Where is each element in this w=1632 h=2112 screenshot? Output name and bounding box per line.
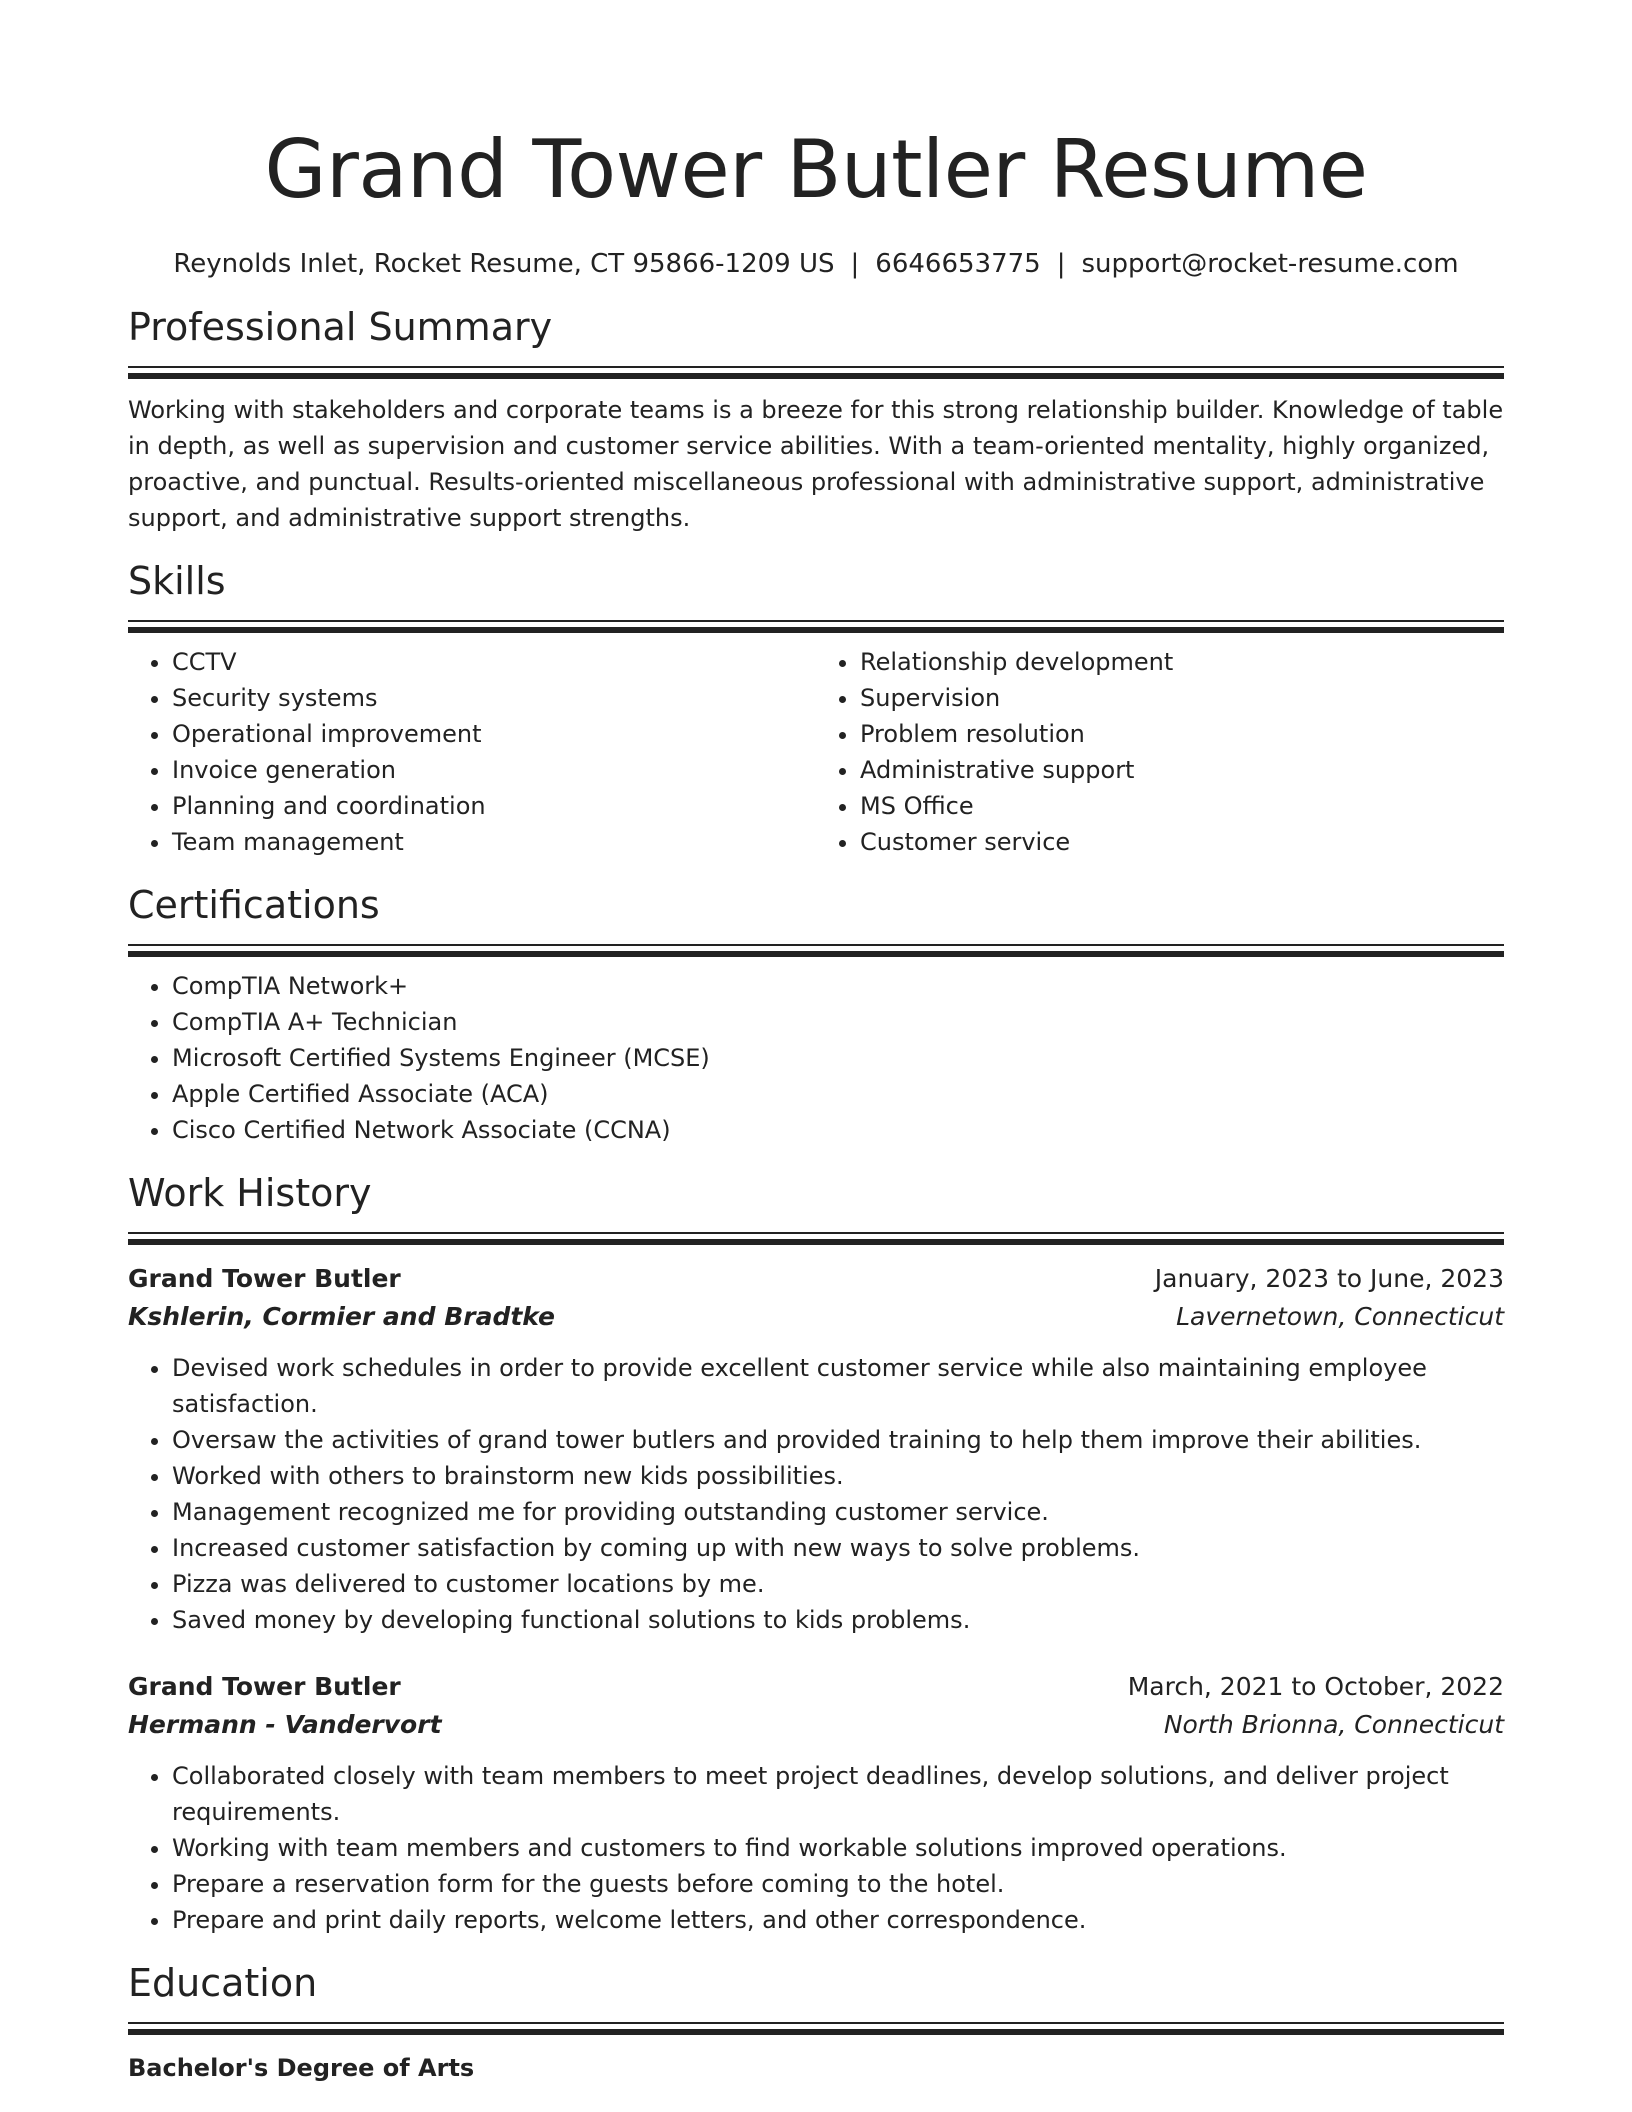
summary-section (128, 302, 1504, 536)
skill-item: • CCTV (172, 644, 816, 680)
contact-address: Reynolds Inlet, Rocket Resume, CT 95866-1209 US (173, 249, 835, 279)
job-duty: • Prepare and print daily reports, welcome letters, and other correspondence. (172, 1902, 1504, 1938)
job-header-row (128, 1668, 1504, 1706)
certification-item: • Microsoft Certified Systems Engineer (MCSE) (172, 1040, 1504, 1076)
certification-item: • CompTIA Network+ (172, 968, 1504, 1004)
summary-text: Working with stakeholders and corporate teams is a breeze for this strong relationship builder. Knowledge of table in depth, as well as supervision and customer service abilities. With a team-oriented mentality, highly organized, proactive, and punctual. Results-oriented miscellaneous professional with administrative support, administrative support, and administrative support strengths. (128, 396, 1504, 532)
certifications-section (128, 880, 1504, 1148)
certifications-list (128, 968, 1504, 1148)
education-heading: Education (128, 1961, 318, 2005)
skills-list-right (816, 644, 1504, 860)
job-duty: • Pizza was delivered to customer locations by me. (172, 1566, 1504, 1602)
skill-item: • Invoice generation (172, 752, 816, 788)
job-entry (128, 1260, 1504, 1638)
section-divider (128, 620, 1504, 634)
job-header-row (128, 1260, 1504, 1298)
job-duty: • Prepare a reservation form for the guests before coming to the hotel. (172, 1866, 1504, 1902)
job-duty: • Worked with others to brainstorm new kids possibilities. (172, 1458, 1504, 1494)
skills-list-left (128, 644, 816, 860)
contact-line (128, 246, 1504, 282)
skill-item: • Customer service (860, 824, 1504, 860)
section-divider (128, 944, 1504, 958)
job-title: Grand Tower Butler (128, 1672, 401, 1701)
skills-section (128, 556, 1504, 860)
skills-grid (128, 644, 1504, 860)
skill-item: • Problem resolution (860, 716, 1504, 752)
work-history-section (128, 1168, 1504, 1938)
education-degree: Bachelor's Degree of Arts (128, 2054, 475, 2082)
contact-phone: 6646653775 (875, 249, 1041, 279)
job-duty: • Saved money by developing functional solutions to kids problems. (172, 1602, 1504, 1638)
skills-heading: Skills (128, 559, 226, 603)
skill-item: • Operational improvement (172, 716, 816, 752)
certification-item: • CompTIA A+ Technician (172, 1004, 1504, 1040)
skill-item: • Team management (172, 824, 816, 860)
job-dates: January, 2023 to June, 2023 (1154, 1264, 1504, 1293)
job-location: Lavernetown, Connecticut (1176, 1302, 1504, 1331)
job-company: Kshlerin, Cormier and Bradtke (128, 1302, 555, 1331)
job-duties-list (128, 1350, 1504, 1638)
job-duty: • Increased customer satisfaction by coming up with new ways to solve problems. (172, 1530, 1504, 1566)
certification-item: • Cisco Certified Network Associate (CCNA) (172, 1112, 1504, 1148)
job-title: Grand Tower Butler (128, 1264, 401, 1293)
skill-item: • Security systems (172, 680, 816, 716)
education-section (128, 1958, 1504, 2086)
contact-separator: | (1056, 249, 1066, 279)
skill-item: • Planning and coordination (172, 788, 816, 824)
section-divider (128, 2022, 1504, 2036)
work-history-heading: Work History (128, 1171, 372, 1215)
job-location: North Brionna, Connecticut (1163, 1710, 1504, 1739)
job-duties-list (128, 1758, 1504, 1938)
job-company: Hermann - Vandervort (128, 1710, 442, 1739)
contact-separator: | (850, 249, 860, 279)
job-entry (128, 1668, 1504, 1938)
certification-item: • Apple Certified Associate (ACA) (172, 1076, 1504, 1112)
skill-item: • Supervision (860, 680, 1504, 716)
job-dates: March, 2021 to October, 2022 (1127, 1672, 1504, 1701)
job-duty: • Collaborated closely with team members to meet project deadlines, develop solutions, and deliver project requirements. (172, 1758, 1504, 1830)
contact-email: support@rocket-resume.com (1081, 249, 1459, 279)
job-duty: • Devised work schedules in order to provide excellent customer service while also maintaining employee satisfaction. (172, 1350, 1504, 1422)
skill-item: • MS Office (860, 788, 1504, 824)
job-subheader-row (128, 1298, 1504, 1336)
job-duty: • Oversaw the activities of grand tower butlers and provided training to help them improve their abilities. (172, 1422, 1504, 1458)
job-duty: • Working with team members and customers to find workable solutions improved operations. (172, 1830, 1504, 1866)
skill-item: • Administrative support (860, 752, 1504, 788)
section-divider (128, 1232, 1504, 1246)
skill-item: • Relationship development (860, 644, 1504, 680)
certifications-heading: Certifications (128, 883, 380, 927)
resume-title: Grand Tower Butler Resume (264, 123, 1368, 216)
summary-heading: Professional Summary (128, 305, 553, 349)
resume-page (128, 0, 1504, 2086)
job-duty: • Management recognized me for providing outstanding customer service. (172, 1494, 1504, 1530)
job-subheader-row (128, 1706, 1504, 1744)
section-divider (128, 366, 1504, 380)
